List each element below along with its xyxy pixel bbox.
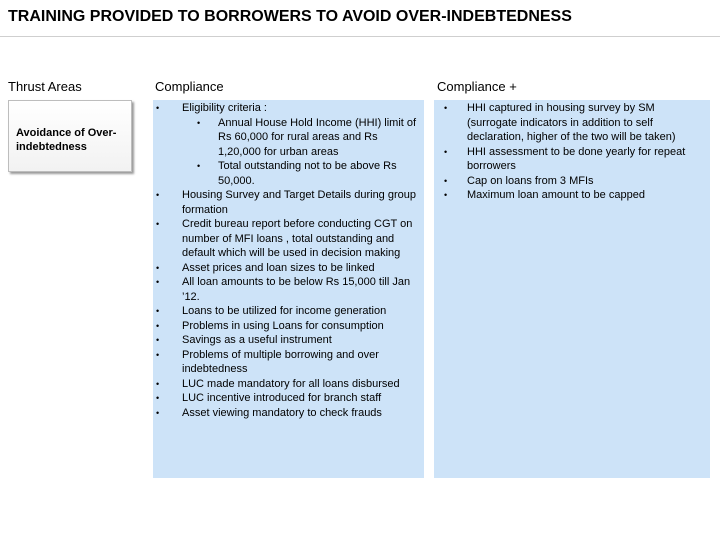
bullet-icon: • bbox=[156, 219, 160, 229]
list-item: • All loan amounts to be below Rs 15,000 till Jan ’12. bbox=[156, 276, 411, 303]
header-thrust-areas: Thrust Areas bbox=[8, 79, 82, 94]
bullet-icon: • bbox=[156, 262, 160, 273]
bullet-icon: • bbox=[197, 117, 201, 128]
bullet-icon: • bbox=[444, 146, 448, 157]
list-item: • LUC made mandatory for all loans disbursed bbox=[156, 377, 400, 390]
bullet-icon: • bbox=[444, 190, 448, 200]
thrust-area-label: Avoidance of Over-indebtedness bbox=[16, 127, 117, 153]
list-item: • Problems in using Loans for consumption bbox=[156, 319, 384, 332]
bullet-icon: • bbox=[156, 306, 160, 316]
bullet-icon: • bbox=[156, 349, 160, 360]
compliance-plus-list bbox=[444, 101, 707, 203]
list-item: • Asset viewing mandatory to check frauds bbox=[156, 406, 382, 419]
bullet-icon: • bbox=[156, 393, 160, 403]
bullet-icon: • bbox=[156, 407, 160, 418]
bullet-icon: • bbox=[444, 103, 448, 113]
header-compliance: Compliance bbox=[155, 79, 224, 94]
bullet-icon: • bbox=[156, 190, 160, 200]
list-item: • Credit bureau report before conducting CGT on number of MFI loans , total outstanding and default which will be used in decision making bbox=[156, 218, 413, 259]
page-title: TRAINING PROVIDED TO BORROWERS TO AVOID OVER-INDEBTEDNESS bbox=[8, 8, 572, 25]
title-divider bbox=[0, 36, 720, 37]
list-item: • Loans to be utilized for income generation bbox=[156, 305, 387, 317]
compliance-list bbox=[156, 101, 422, 420]
list-item: • Housing Survey and Target Details during group formation bbox=[156, 189, 416, 216]
list-item: • Eligibility criteria : • Annual House Hold Income (HHI) limit of Rs 60,000 for rural areas and Rs 1,20,000 for urban areas • Total outstanding not to be above Rs 50,000. bbox=[182, 101, 422, 188]
list-item: • Problems of multiple borrowing and over indebtedness bbox=[156, 348, 379, 375]
sub-list-item: • Total outstanding not to be above Rs 50,000. bbox=[197, 160, 397, 187]
list-item: • HHI captured in housing survey by SM (surrogate indicators in addition to self declaration, higher of the two will be taken) bbox=[444, 102, 676, 143]
eligibility-sublist bbox=[197, 116, 422, 189]
list-item: • HHI assessment to be done yearly for repeat borrowers bbox=[444, 145, 686, 172]
bullet-icon: • bbox=[197, 161, 201, 171]
thrust-area-box bbox=[8, 100, 132, 172]
compliance-panel bbox=[153, 100, 424, 478]
list-item: • Cap on loans from 3 MFIs bbox=[444, 174, 594, 187]
list-item: • LUC incentive introduced for branch staff bbox=[156, 392, 382, 404]
list-item: • Maximum loan amount to be capped bbox=[444, 189, 645, 201]
bullet-icon: • bbox=[156, 378, 160, 389]
header-compliance-plus: Compliance + bbox=[437, 79, 517, 94]
list-item: • Savings as a useful instrument bbox=[156, 334, 332, 346]
bullet-icon: • bbox=[156, 320, 160, 331]
compliance-plus-panel bbox=[434, 100, 710, 478]
bullet-icon: • bbox=[156, 335, 160, 345]
bullet-icon: • bbox=[156, 103, 160, 113]
bullet-icon: • bbox=[444, 175, 448, 186]
bullet-icon: • bbox=[156, 277, 160, 287]
list-item: • Asset prices and loan sizes to be linked bbox=[156, 261, 375, 274]
sub-list-item: • Annual House Hold Income (HHI) limit of Rs 60,000 for rural areas and Rs 1,20,000 for urban areas bbox=[197, 116, 417, 158]
